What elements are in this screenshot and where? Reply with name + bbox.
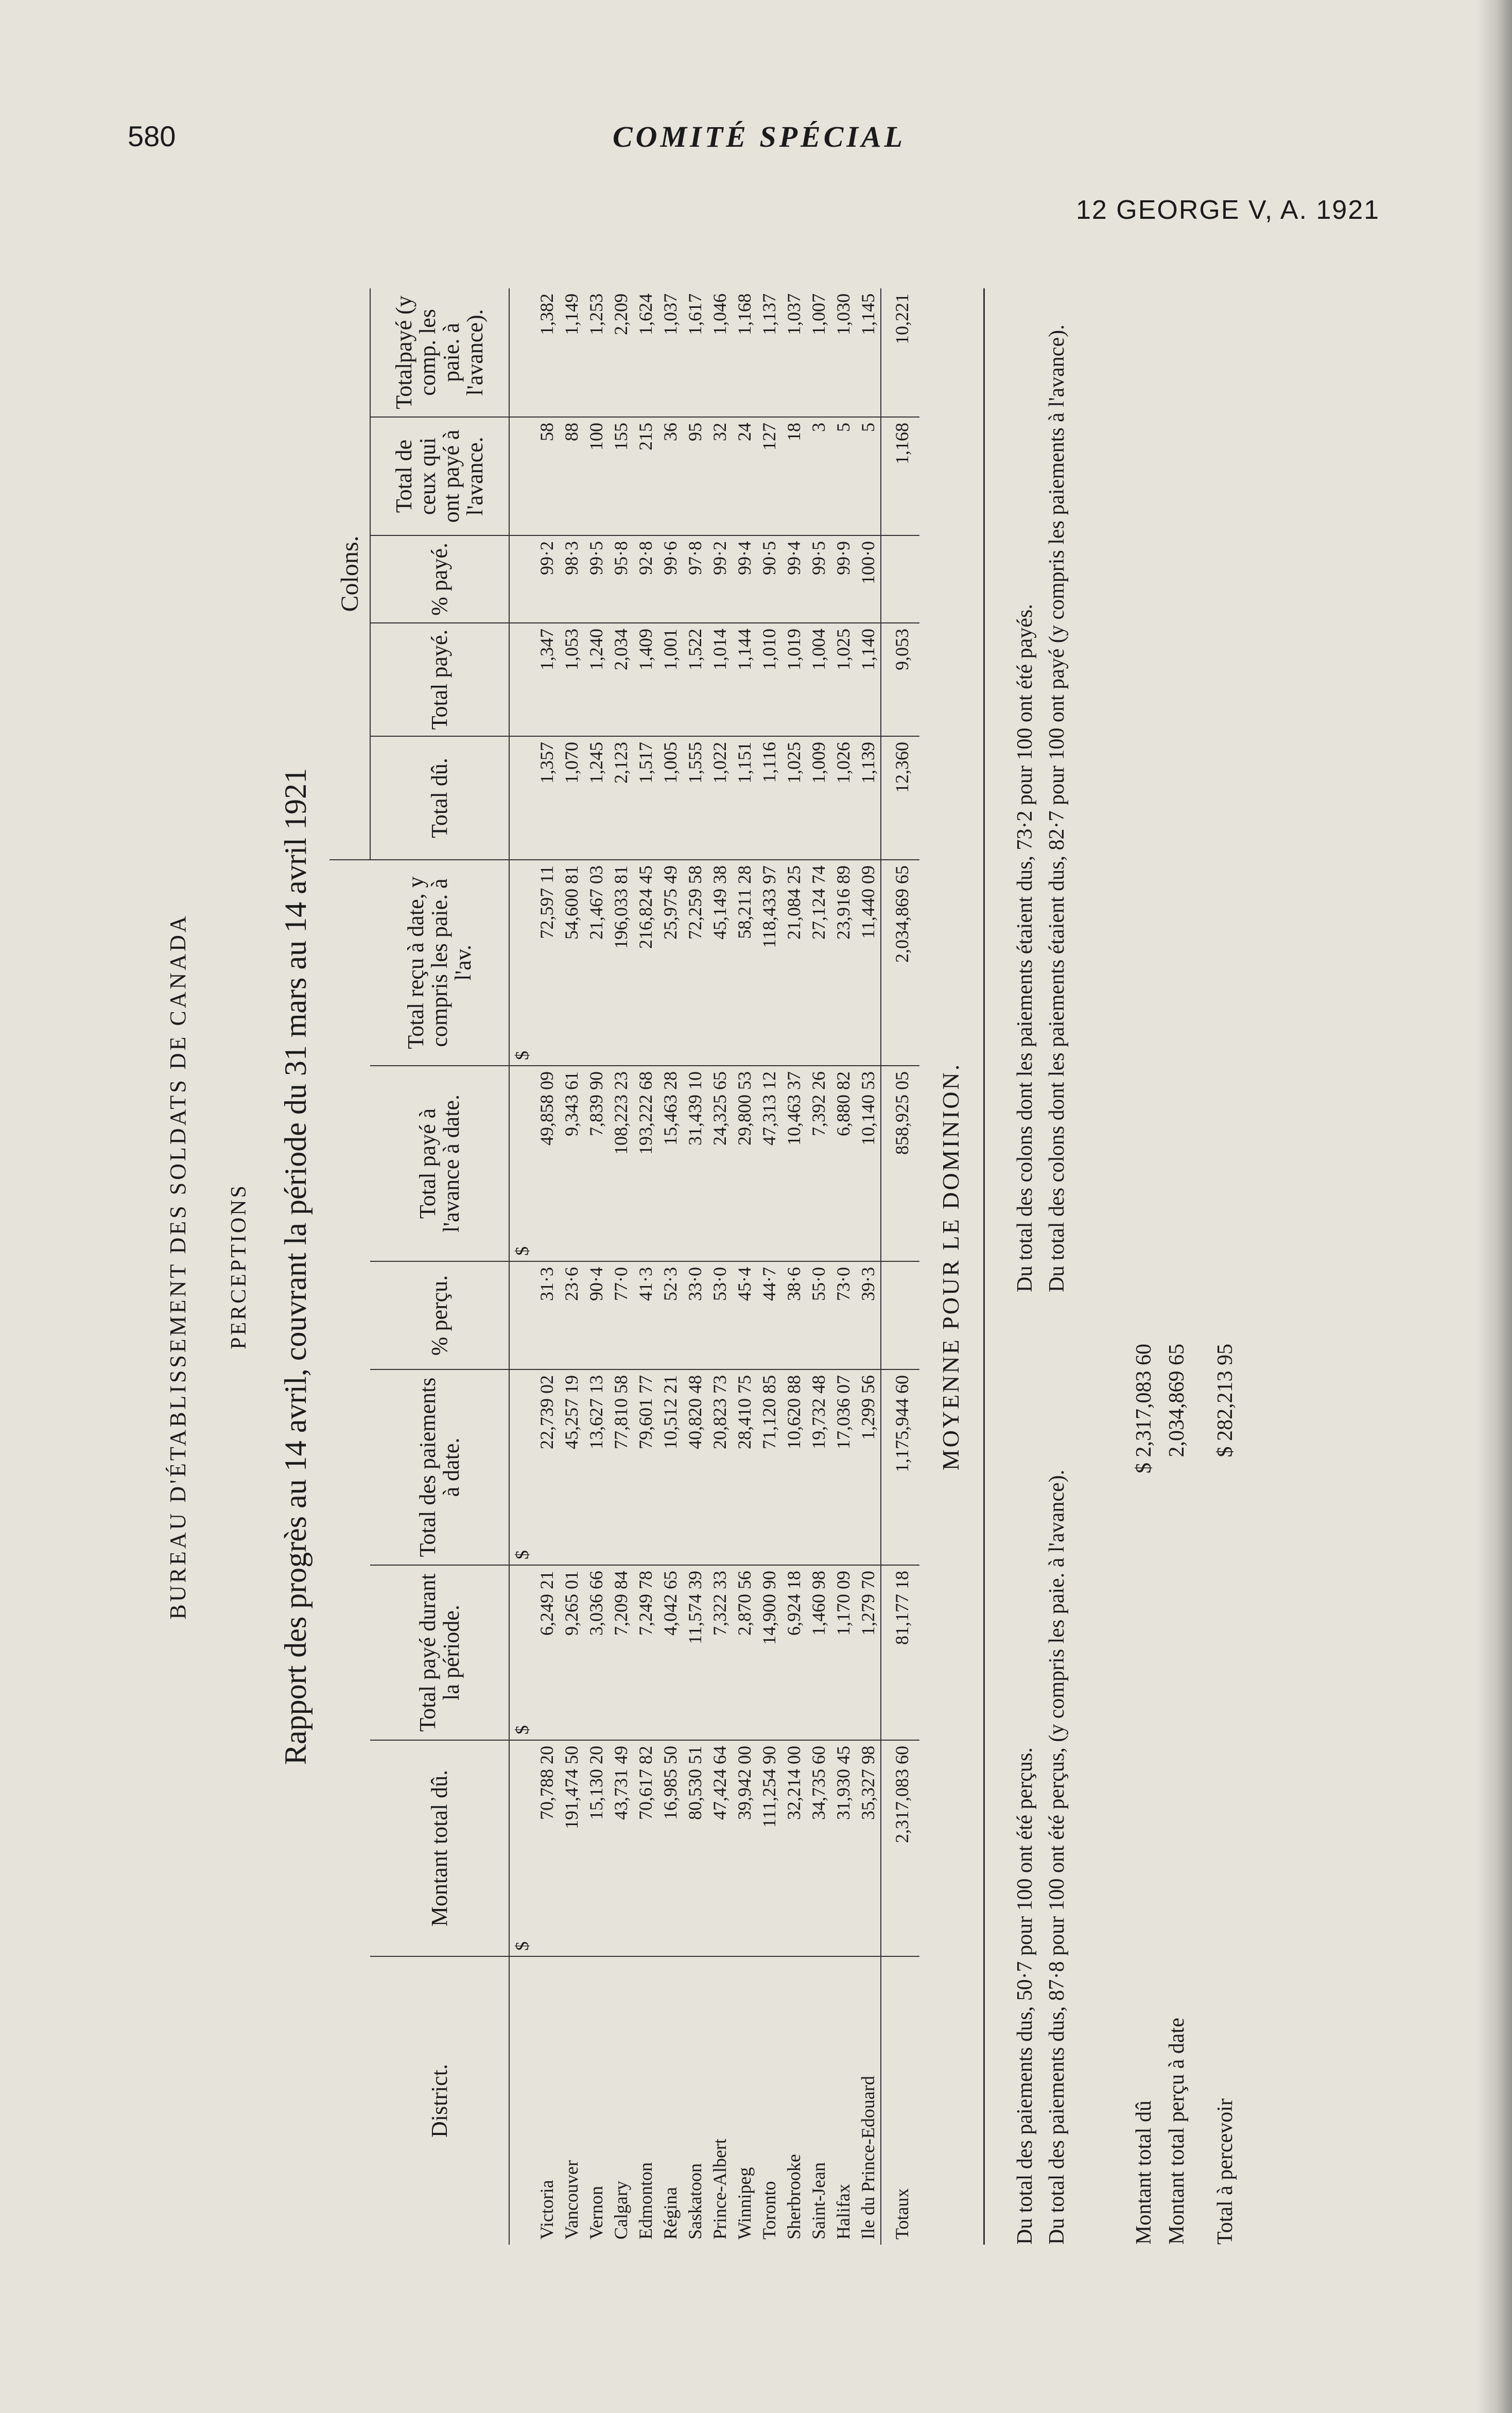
value-cell-c3: 22,739 02 bbox=[534, 1369, 559, 1565]
totals-label: Totaux bbox=[881, 1956, 919, 2245]
currency-row bbox=[509, 288, 534, 2245]
summary-label: Total à percevoir bbox=[1213, 2098, 1237, 2245]
value-cell-c2: 6,924 18 bbox=[781, 1565, 806, 1740]
value-cell-c5: 6,880 82 bbox=[831, 1066, 856, 1261]
total-c11: 10,221 bbox=[881, 288, 919, 417]
total-c4 bbox=[881, 1261, 919, 1369]
value-cell-c3: 20,823 73 bbox=[707, 1369, 732, 1565]
col-header-colons-pct-paye: % payé. bbox=[370, 535, 509, 623]
value-cell-c9: 99·5 bbox=[584, 535, 609, 623]
value-cell-c2: 2,870 56 bbox=[732, 1565, 757, 1740]
value-cell-c5: 31,439 10 bbox=[683, 1066, 707, 1261]
currency-sign: $ bbox=[509, 1066, 534, 1261]
value-cell-c3: 40,820 48 bbox=[683, 1369, 707, 1565]
col-header-total-paye-periode: Total payé durant la période. bbox=[370, 1565, 509, 1740]
value-cell-c10: 36 bbox=[658, 417, 683, 535]
summary-label: Montant total dû bbox=[1132, 2100, 1156, 2245]
value-cell-c10: 215 bbox=[633, 417, 658, 535]
value-cell-c7: 1,070 bbox=[559, 736, 584, 860]
value-cell-c3: 10,620 88 bbox=[781, 1369, 806, 1565]
value-cell-c3: 19,732 48 bbox=[806, 1369, 831, 1565]
col-header-colons-total-paye: Total payé. bbox=[370, 623, 509, 736]
value-cell-c10: 95 bbox=[683, 417, 707, 535]
value-cell-c9: 98·3 bbox=[559, 535, 584, 623]
value-cell-c10: 100 bbox=[584, 417, 609, 535]
col-header-total-paiements-date: Total des paiements à date. bbox=[370, 1369, 509, 1565]
value-cell-c5: 7,839 90 bbox=[584, 1066, 609, 1261]
value-cell-c7: 1,245 bbox=[584, 736, 609, 860]
value-cell-c11: 1,382 bbox=[534, 288, 559, 417]
table-row bbox=[559, 288, 584, 2245]
value-cell-c4: 45·4 bbox=[732, 1261, 757, 1369]
summary-row bbox=[1127, 1344, 1160, 2245]
table-row bbox=[707, 288, 732, 2245]
total-c8: 9,053 bbox=[881, 623, 919, 736]
total-c1: 2,317,083 60 bbox=[881, 1740, 919, 1956]
district-cell: Calgary bbox=[611, 2181, 631, 2240]
moyenne-left bbox=[1009, 1344, 1073, 2245]
table-row bbox=[584, 288, 609, 2245]
value-cell-c8: 1,240 bbox=[584, 623, 609, 736]
value-cell-c5: 24,325 65 bbox=[707, 1066, 732, 1261]
district-cell: Ile du Prince-Edouard bbox=[858, 2076, 878, 2240]
value-cell-c1: 35,327 98 bbox=[856, 1740, 881, 1956]
value-cell-c4: 38·6 bbox=[781, 1261, 806, 1369]
value-cell-c8: 1,053 bbox=[559, 623, 584, 736]
district-cell: Sherbrooke bbox=[784, 2154, 804, 2240]
value-cell-c6: 196,033 81 bbox=[609, 860, 633, 1066]
value-cell-c9: 99·2 bbox=[534, 535, 559, 623]
value-cell-c8: 1,522 bbox=[683, 623, 707, 736]
value-cell-c6: 118,433 97 bbox=[757, 860, 781, 1066]
value-cell-c8: 1,025 bbox=[831, 623, 856, 736]
value-cell-c1: 43,731 49 bbox=[609, 1740, 633, 1956]
value-cell-c9: 99·5 bbox=[806, 535, 831, 623]
value-cell-c1: 32,214 00 bbox=[781, 1740, 806, 1956]
value-cell-c5: 10,463 37 bbox=[781, 1066, 806, 1261]
value-cell-c6: 45,149 38 bbox=[707, 860, 732, 1066]
value-cell-c4: 77·0 bbox=[609, 1261, 633, 1369]
value-cell-c2: 1,170 09 bbox=[831, 1565, 856, 1740]
value-cell-c6: 21,084 25 bbox=[781, 860, 806, 1066]
value-cell-c8: 1,004 bbox=[806, 623, 831, 736]
value-cell-c2: 11,574 39 bbox=[683, 1565, 707, 1740]
value-cell-c11: 1,137 bbox=[757, 288, 781, 417]
value-cell-c6: 72,259 58 bbox=[683, 860, 707, 1066]
value-cell-c7: 1,357 bbox=[534, 736, 559, 860]
value-cell-c8: 1,019 bbox=[781, 623, 806, 736]
summary-row bbox=[1160, 1344, 1193, 2245]
divider bbox=[983, 288, 985, 2245]
value-cell-c4: 23·6 bbox=[559, 1261, 584, 1369]
value-cell-c7: 1,139 bbox=[856, 736, 881, 860]
report-title: Rapport des progrès au 14 avril, couvrant la période du 31 mars au 14 avril 1921 bbox=[279, 768, 312, 1765]
moyenne-right-line: Du total des colons dont les paiements étaient dus, 73·2 pour 100 ont été payés. bbox=[1013, 604, 1037, 1292]
value-cell-c6: 11,440 09 bbox=[856, 860, 881, 1066]
value-cell-c6: 27,124 74 bbox=[806, 860, 831, 1066]
table-row bbox=[856, 288, 881, 2245]
value-cell-c9: 95·8 bbox=[609, 535, 633, 623]
value-cell-c9: 100·0 bbox=[856, 535, 881, 623]
table-row bbox=[831, 288, 856, 2245]
value-cell-c4: 55·0 bbox=[806, 1261, 831, 1369]
value-cell-c10: 3 bbox=[806, 417, 831, 535]
value-cell-c10: 58 bbox=[534, 417, 559, 535]
value-cell-c5: 47,313 12 bbox=[757, 1066, 781, 1261]
value-cell-c1: 111,254 90 bbox=[757, 1740, 781, 1956]
value-cell-c4: 90·4 bbox=[584, 1261, 609, 1369]
value-cell-c10: 5 bbox=[831, 417, 856, 535]
district-cell: Vernon bbox=[586, 2186, 606, 2240]
moyenne-right bbox=[1009, 288, 1073, 1292]
col-header-colons-avance: Total de ceux qui ont payé à l'avance. bbox=[370, 417, 509, 535]
col-header-pct-percu: % perçu. bbox=[370, 1261, 509, 1369]
value-cell-c5: 193,222 68 bbox=[633, 1066, 658, 1261]
total-c3: 1,175,944 60 bbox=[881, 1369, 919, 1565]
value-cell-c11: 1,149 bbox=[559, 288, 584, 417]
summary-value: $ 2,317,083 60 bbox=[1132, 1344, 1156, 1473]
col-header-paye-avance: Total payé à l'avance à date. bbox=[370, 1066, 509, 1261]
value-cell-c1: 31,930 45 bbox=[831, 1740, 856, 1956]
value-cell-c7: 1,009 bbox=[806, 736, 831, 860]
value-cell-c1: 15,130 20 bbox=[584, 1740, 609, 1956]
value-cell-c5: 7,392 26 bbox=[806, 1066, 831, 1261]
value-cell-c11: 1,624 bbox=[633, 288, 658, 417]
district-cell: Halifax bbox=[833, 2184, 854, 2240]
value-cell-c7: 1,025 bbox=[781, 736, 806, 860]
value-cell-c2: 7,209 84 bbox=[609, 1565, 633, 1740]
value-cell-c5: 108,223 23 bbox=[609, 1066, 633, 1261]
value-cell-c3: 28,410 75 bbox=[732, 1369, 757, 1565]
value-cell-c9: 99·2 bbox=[707, 535, 732, 623]
total-c6: 2,034,869 65 bbox=[881, 860, 919, 1066]
value-cell-c7: 1,026 bbox=[831, 736, 856, 860]
value-cell-c4: 39·3 bbox=[856, 1261, 881, 1369]
page-number: 580 bbox=[128, 120, 176, 152]
value-cell-c5: 9,343 61 bbox=[559, 1066, 584, 1261]
table-row bbox=[757, 288, 781, 2245]
district-cell: Vancouver bbox=[561, 2160, 582, 2240]
value-cell-c11: 1,037 bbox=[781, 288, 806, 417]
value-cell-c3: 10,512 21 bbox=[658, 1369, 683, 1565]
value-cell-c5: 10,140 53 bbox=[856, 1066, 881, 1261]
value-cell-c11: 1,037 bbox=[658, 288, 683, 417]
currency-sign: $ bbox=[509, 1369, 534, 1565]
value-cell-c7: 1,116 bbox=[757, 736, 781, 860]
value-cell-c10: 32 bbox=[707, 417, 732, 535]
value-cell-c1: 47,424 64 bbox=[707, 1740, 732, 1956]
group-header-colons: Colons. bbox=[329, 288, 370, 860]
summary-label: Montant total perçu à date bbox=[1165, 2018, 1189, 2245]
value-cell-c4: 41·3 bbox=[633, 1261, 658, 1369]
value-cell-c6: 25,975 49 bbox=[658, 860, 683, 1066]
value-cell-c8: 1,010 bbox=[757, 623, 781, 736]
value-cell-c3: 79,601 77 bbox=[633, 1369, 658, 1565]
value-cell-c9: 97·8 bbox=[683, 535, 707, 623]
table-row bbox=[732, 288, 757, 2245]
value-cell-c9: 92·8 bbox=[633, 535, 658, 623]
value-cell-c8: 1,409 bbox=[633, 623, 658, 736]
district-cell: Edmonton bbox=[635, 2162, 656, 2240]
value-cell-c4: 52·3 bbox=[658, 1261, 683, 1369]
table-row bbox=[609, 288, 633, 2245]
value-cell-c7: 1,517 bbox=[633, 736, 658, 860]
value-cell-c6: 58,211 28 bbox=[732, 860, 757, 1066]
currency-sign: $ bbox=[509, 1565, 534, 1740]
value-cell-c2: 7,322 33 bbox=[707, 1565, 732, 1740]
moyenne-left-line: Du total des paiements dus, 87·8 pour 100 ont été perçus, (y compris les paie. à l'avance). bbox=[1045, 1469, 1069, 2245]
district-cell: Prince-Albert bbox=[709, 2139, 730, 2240]
value-cell-c2: 1,460 98 bbox=[806, 1565, 831, 1740]
value-cell-c8: 2,034 bbox=[609, 623, 633, 736]
value-cell-c6: 72,597 11 bbox=[534, 860, 559, 1066]
value-cell-c10: 155 bbox=[609, 417, 633, 535]
currency-sign: $ bbox=[509, 860, 534, 1066]
district-cell: Winnipeg bbox=[734, 2167, 755, 2240]
value-cell-c1: 80,530 51 bbox=[683, 1740, 707, 1956]
moyenne-heading: MOYENNE POUR LE DOMINION. bbox=[937, 1062, 964, 1471]
value-cell-c3: 13,627 13 bbox=[584, 1369, 609, 1565]
col-header-district: District. bbox=[370, 1956, 509, 2245]
value-cell-c4: 73·0 bbox=[831, 1261, 856, 1369]
value-cell-c8: 1,347 bbox=[534, 623, 559, 736]
value-cell-c3: 71,120 85 bbox=[757, 1369, 781, 1565]
district-cell: Victoria bbox=[536, 2180, 557, 2240]
value-cell-c2: 1,279 70 bbox=[856, 1565, 881, 1740]
value-cell-c4: 33·0 bbox=[683, 1261, 707, 1369]
running-title: COMITÉ SPÉCIAL bbox=[613, 120, 906, 153]
value-cell-c6: 23,916 89 bbox=[831, 860, 856, 1066]
col-header-montant-total-du: Montant total dû. bbox=[370, 1740, 509, 1956]
value-cell-c3: 17,036 07 bbox=[831, 1369, 856, 1565]
value-cell-c2: 7,249 78 bbox=[633, 1565, 658, 1740]
value-cell-c10: 5 bbox=[856, 417, 881, 535]
col-header-total-recu: Total reçu à date, y compris les paie. à l'av. bbox=[370, 860, 509, 1066]
value-cell-c8: 1,144 bbox=[732, 623, 757, 736]
value-cell-c1: 39,942 00 bbox=[732, 1740, 757, 1956]
district-cell: Régina bbox=[660, 2187, 681, 2240]
value-cell-c7: 2,123 bbox=[609, 736, 633, 860]
value-cell-c2: 3,036 66 bbox=[584, 1565, 609, 1740]
page-edge-shadow bbox=[1476, 0, 1512, 2413]
value-cell-c2: 14,900 90 bbox=[757, 1565, 781, 1740]
value-cell-c11: 1,617 bbox=[683, 288, 707, 417]
total-c9 bbox=[881, 535, 919, 623]
bureau-title: BUREAU D'ÉTABLISSEMENT DES SOLDATS DE CANADA bbox=[165, 913, 190, 1620]
total-c5: 858,925 05 bbox=[881, 1066, 919, 1261]
value-cell-c9: 99·4 bbox=[781, 535, 806, 623]
district-cell: Saint-Jean bbox=[808, 2162, 829, 2240]
table-row bbox=[683, 288, 707, 2245]
value-cell-c3: 45,257 19 bbox=[559, 1369, 584, 1565]
section-title: PERCEPTIONS bbox=[227, 1184, 251, 1349]
value-cell-c11: 1,030 bbox=[831, 288, 856, 417]
value-cell-c7: 1,005 bbox=[658, 736, 683, 860]
value-cell-c8: 1,140 bbox=[856, 623, 881, 736]
value-cell-c8: 1,014 bbox=[707, 623, 732, 736]
col-header-colons-total-paye-comp: Totalpayé (y comp. les paie. à l'avance). bbox=[370, 288, 509, 417]
value-cell-c10: 24 bbox=[732, 417, 757, 535]
value-cell-c2: 9,265 01 bbox=[559, 1565, 584, 1740]
value-cell-c5: 29,800 53 bbox=[732, 1066, 757, 1261]
value-cell-c2: 6,249 21 bbox=[534, 1565, 559, 1740]
value-cell-c6: 216,824 45 bbox=[633, 860, 658, 1066]
value-cell-c7: 1,151 bbox=[732, 736, 757, 860]
total-c7: 12,360 bbox=[881, 736, 919, 860]
totals-row bbox=[881, 288, 919, 2245]
value-cell-c10: 88 bbox=[559, 417, 584, 535]
value-cell-c3: 1,299 56 bbox=[856, 1369, 881, 1565]
value-cell-c2: 4,042 65 bbox=[658, 1565, 683, 1740]
district-cell: Saskatoon bbox=[685, 2163, 705, 2240]
currency-sign: $ bbox=[509, 1740, 534, 1956]
col-header-colons-total-du: Total dû. bbox=[370, 736, 509, 860]
value-cell-c11: 1,007 bbox=[806, 288, 831, 417]
value-cell-c5: 15,463 28 bbox=[658, 1066, 683, 1261]
value-cell-c9: 99·9 bbox=[831, 535, 856, 623]
value-cell-c1: 70,788 20 bbox=[534, 1740, 559, 1956]
value-cell-c11: 2,209 bbox=[609, 288, 633, 417]
district-cell: Toronto bbox=[759, 2181, 779, 2240]
table-row bbox=[781, 288, 806, 2245]
value-cell-c4: 53·0 bbox=[707, 1261, 732, 1369]
summary-row bbox=[1209, 1344, 1242, 2245]
value-cell-c9: 99·6 bbox=[658, 535, 683, 623]
value-cell-c4: 31·3 bbox=[534, 1261, 559, 1369]
table-row bbox=[658, 288, 683, 2245]
value-cell-c1: 191,474 50 bbox=[559, 1740, 584, 1956]
value-cell-c9: 90·5 bbox=[757, 535, 781, 623]
value-cell-c11: 1,168 bbox=[732, 288, 757, 417]
value-cell-c1: 70,617 82 bbox=[633, 1740, 658, 1956]
value-cell-c9: 99·4 bbox=[732, 535, 757, 623]
value-cell-c8: 1,001 bbox=[658, 623, 683, 736]
total-c10: 1,168 bbox=[881, 417, 919, 535]
value-cell-c1: 34,735 60 bbox=[806, 1740, 831, 1956]
collections-table bbox=[329, 288, 919, 2245]
table-row bbox=[633, 288, 658, 2245]
value-cell-c1: 16,985 50 bbox=[658, 1740, 683, 1956]
moyenne-right-line: Du total des colons dont les paiements étaient dus, 82·7 pour 100 ont payé (y compris les paiements à l'avance). bbox=[1045, 324, 1069, 1292]
table-body bbox=[534, 288, 881, 2245]
value-cell-c11: 1,046 bbox=[707, 288, 732, 417]
value-cell-c4: 44·7 bbox=[757, 1261, 781, 1369]
value-cell-c7: 1,022 bbox=[707, 736, 732, 860]
value-cell-c11: 1,253 bbox=[584, 288, 609, 417]
value-cell-c6: 21,467 03 bbox=[584, 860, 609, 1066]
table-row bbox=[534, 288, 559, 2245]
summary-value: 2,034,869 65 bbox=[1165, 1344, 1189, 1457]
summary-value: $ 282,213 95 bbox=[1213, 1344, 1237, 1457]
value-cell-c6: 54,600 81 bbox=[559, 860, 584, 1066]
value-cell-c3: 77,810 58 bbox=[609, 1369, 633, 1565]
table-row bbox=[806, 288, 831, 2245]
value-cell-c7: 1,555 bbox=[683, 736, 707, 860]
value-cell-c10: 127 bbox=[757, 417, 781, 535]
value-cell-c5: 49,858 09 bbox=[534, 1066, 559, 1261]
series-reference: 12 GEORGE V, A. 1921 bbox=[1076, 195, 1380, 225]
value-cell-c11: 1,145 bbox=[856, 288, 881, 417]
moyenne-left-line: Du total des paiements dus, 50·7 pour 100 ont été perçus. bbox=[1013, 1747, 1037, 2245]
summary-block bbox=[1127, 1344, 1242, 2245]
total-c2: 81,177 18 bbox=[881, 1565, 919, 1740]
rotated-report bbox=[134, 288, 1421, 2245]
value-cell-c10: 18 bbox=[781, 417, 806, 535]
